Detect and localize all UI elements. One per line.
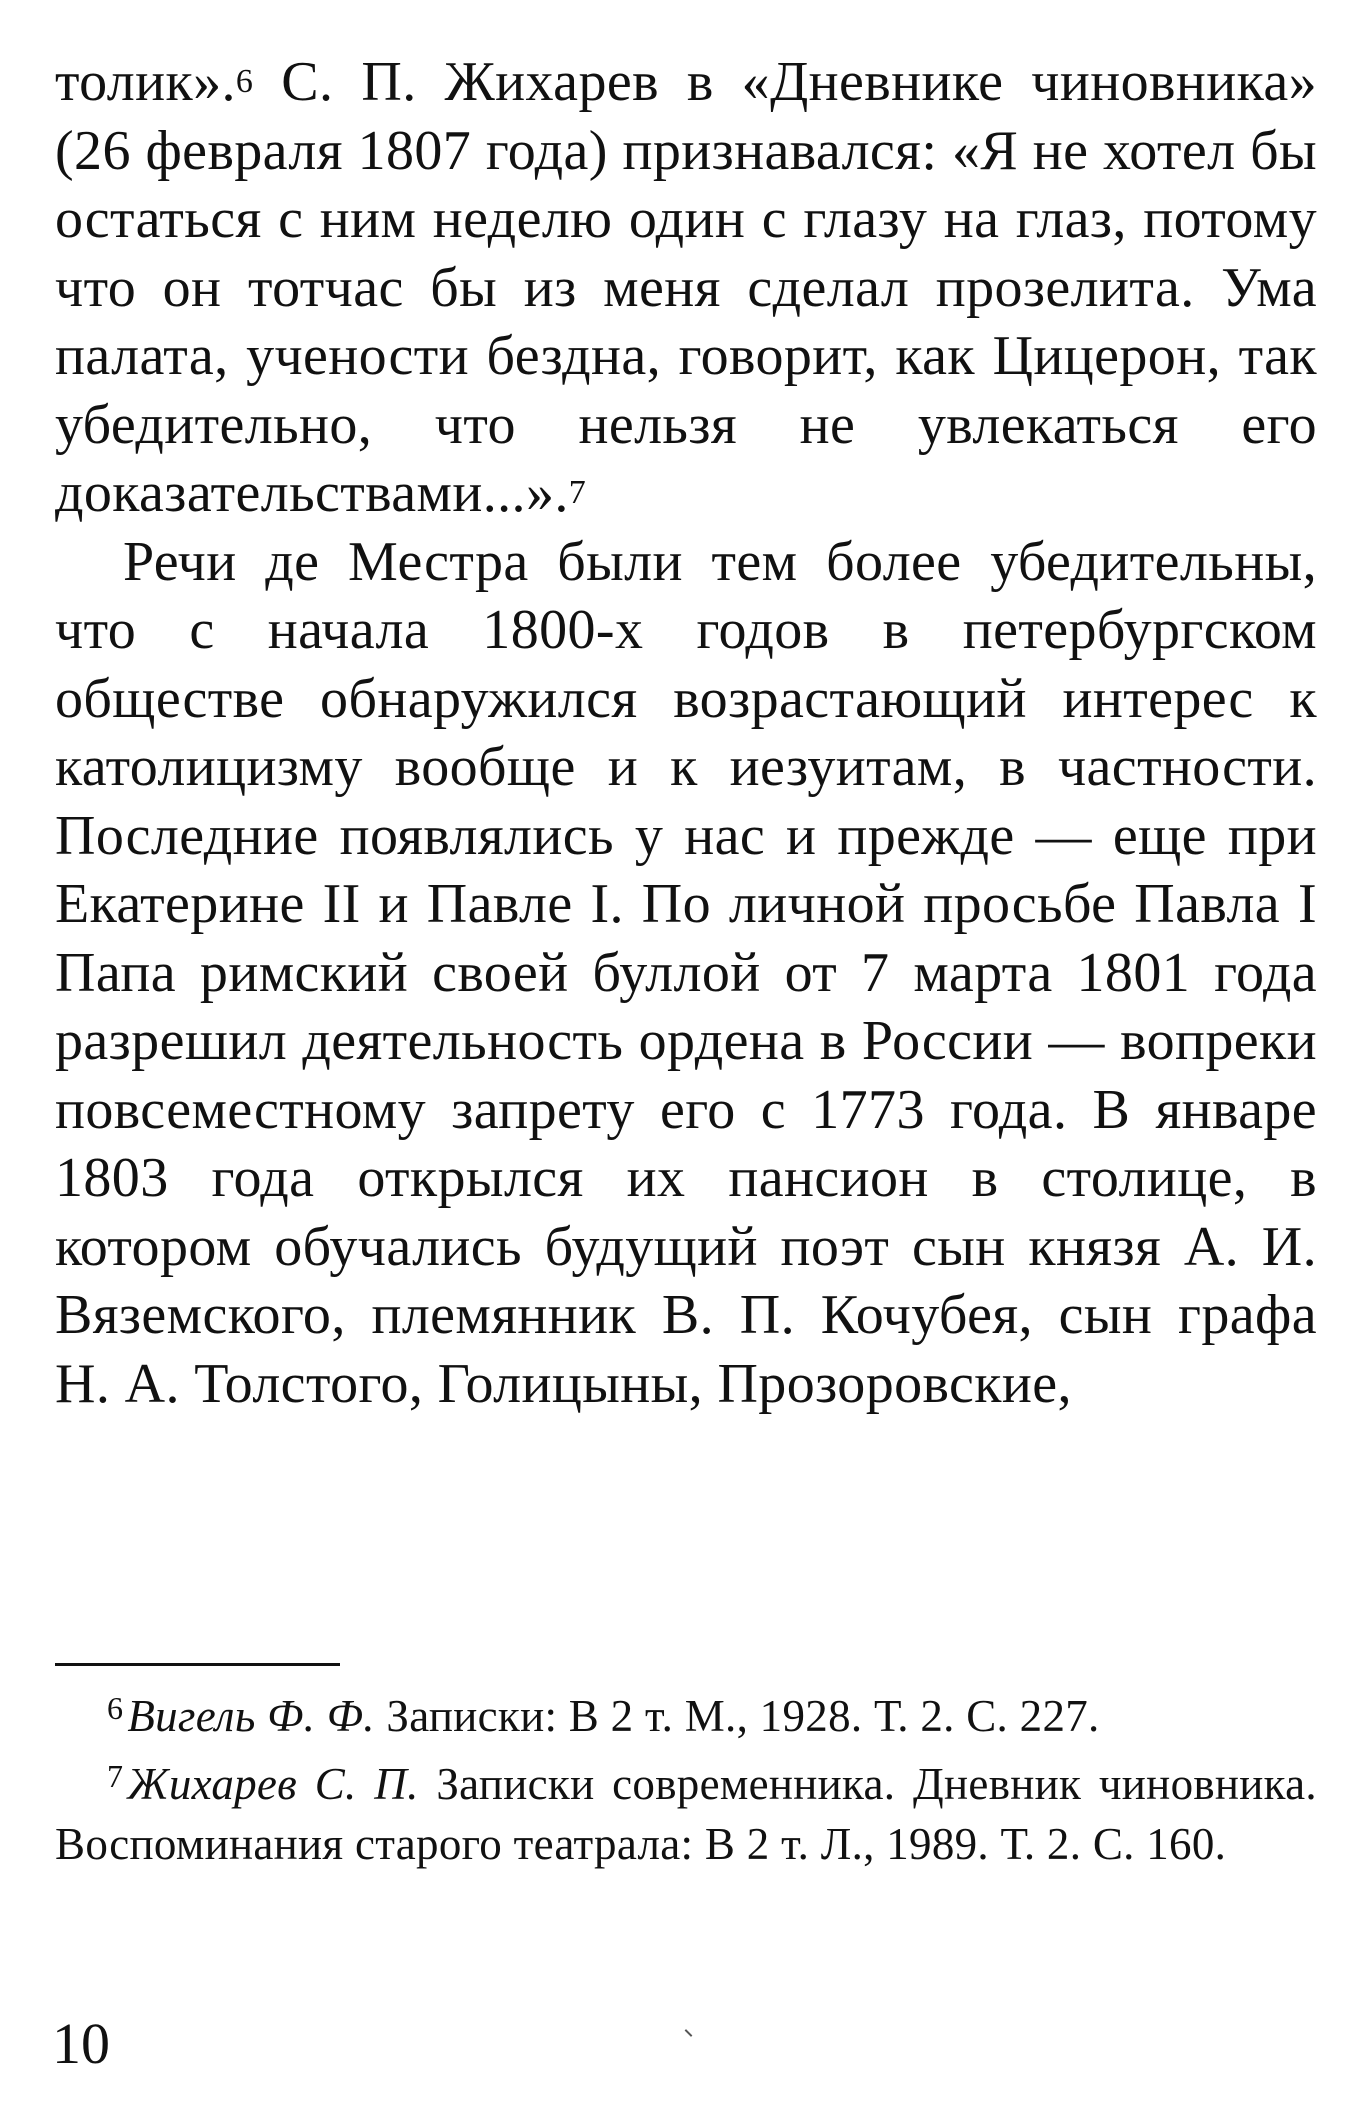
- paragraph-1-part-2: С. П. Жихарев в «Дневнике чиновника» (26 февраля 1807 года) признавался: «Я не хотел бы остаться с ним неделю один с глазу на глаз, потому что он тотчас бы из меня сделал прозелита. Ума палата, учености бездна, говорит, как Цицерон, так убедительно, что нельзя не увлекаться его доказательствами...».: [55, 51, 1317, 524]
- footnote-6: [55, 1688, 1317, 1748]
- page-number: 10: [52, 2011, 110, 2076]
- footnote-ref-6: 6: [235, 63, 254, 100]
- footnote-number: 7: [107, 1758, 124, 1794]
- footnote-text: Записки современника. Дневник чиновника. Воспоминания старого театрала: В 2 т. Л., 1989. Т. 2. С. 160.: [55, 1759, 1317, 1869]
- paragraph-continued: [55, 48, 1317, 528]
- footnote-7: [55, 1756, 1317, 1872]
- footnotes: [55, 1688, 1317, 1880]
- page-body: [55, 48, 1317, 1418]
- footnote-text: Записки: В 2 т. М., 1928. Т. 2. С. 227.: [374, 1691, 1100, 1741]
- footnote-author: Жихарев С. П.: [127, 1759, 419, 1809]
- footnote-author: Вигель Ф. Ф.: [127, 1691, 375, 1741]
- footnote-number: 6: [107, 1690, 124, 1726]
- paragraph-2: Речи де Местра были тем более убедительны, что с начала 1800-х годов в петербургском обществе обнаружился возрастающий интерес к католицизму вообще и к иезуитам, в частности. Последние появлялись у нас и прежде — еще при Екатерине II и Павле I. По личной просьбе Павла I Папа римский своей буллой от 7 марта 1801 года разрешил деятельность ордена в России — вопреки повсеместному запрету его с 1773 года. В январе 1803 года открылся их пансион в столице, в котором обучались будущий поэт сын князя А. И. Вяземского, племянник В. П. Кочубея, сын графа Н. А. Толстого, Голицыны, Прозоровские,: [55, 530, 1317, 1415]
- paragraph-1-part-1: толик».: [55, 51, 236, 113]
- print-speck: [685, 2029, 693, 2037]
- footnote-ref-7: 7: [568, 474, 587, 511]
- main-text: [55, 48, 1317, 1418]
- footnote-divider: [55, 1663, 340, 1666]
